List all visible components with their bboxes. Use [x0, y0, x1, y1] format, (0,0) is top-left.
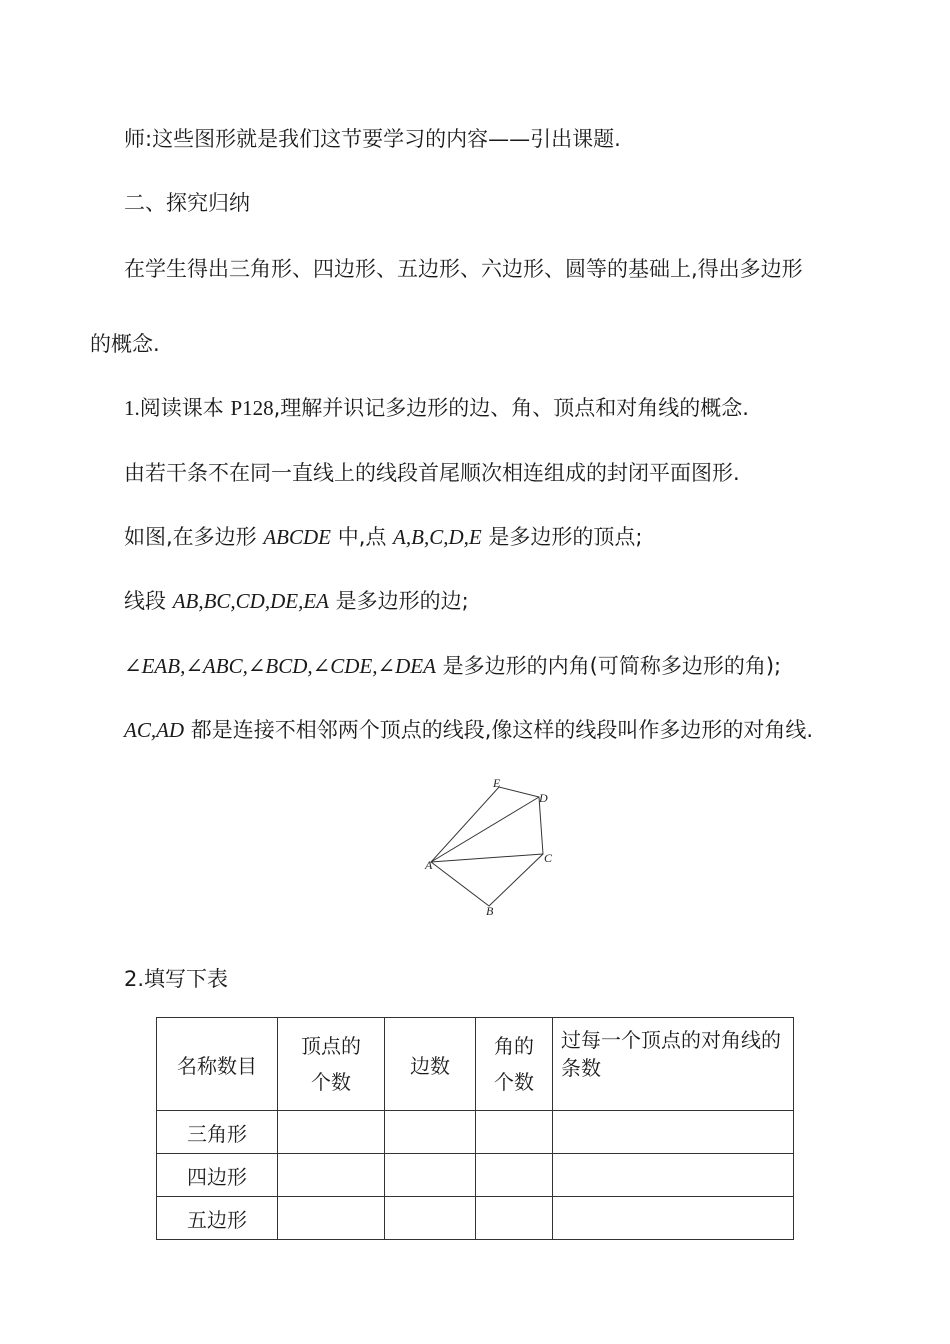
- label-a: A: [425, 858, 433, 872]
- blank-cell[interactable]: [553, 1154, 794, 1197]
- blank-cell[interactable]: [553, 1197, 794, 1240]
- header-diagonals: 过每一个顶点的对角线的条数: [553, 1018, 794, 1111]
- diagonal-ac: [431, 854, 543, 862]
- blank-cell[interactable]: [385, 1154, 476, 1197]
- diagonal-ad: [431, 797, 539, 862]
- text-fragment: 线段: [124, 589, 173, 613]
- label-b: B: [486, 904, 494, 918]
- label-d: D: [539, 791, 548, 805]
- table-row: [157, 1111, 794, 1154]
- header-sides: 边数: [385, 1018, 476, 1111]
- pentagon-figure: [415, 770, 565, 920]
- row-label: 三角形: [157, 1111, 278, 1154]
- text-fragment: 中,点: [331, 525, 394, 549]
- item-1-post: ,理解并识记多边形的边、角、顶点和对角线的概念.: [273, 396, 749, 420]
- item-2: 2.填写下表: [124, 967, 229, 991]
- item-1-ref: P128: [230, 396, 274, 420]
- polygon-name: ABCDE: [263, 525, 332, 549]
- paragraph-teacher: 师:这些图形就是我们这节要学习的内容——引出课题.: [124, 127, 621, 151]
- diagonal-list: AC,AD: [124, 718, 185, 742]
- side-list: AB,BC,CD,DE,EA: [172, 589, 329, 613]
- header-vertices-l2: 个数: [311, 1070, 351, 1094]
- blank-cell[interactable]: [476, 1154, 553, 1197]
- text-fragment: 是多边形的内角(可简称多边形的角);: [435, 654, 782, 678]
- vertex-list: A,B,C,D,E: [393, 525, 482, 549]
- text-fragment: 都是连接不相邻两个顶点的线段,像这样的线段叫作多边形的对角线.: [184, 718, 814, 742]
- header-name: 名称数目: [157, 1018, 278, 1111]
- diagonals-sentence: [124, 715, 813, 745]
- blank-cell[interactable]: [278, 1111, 385, 1154]
- table-row: [157, 1197, 794, 1240]
- row-label: 五边形: [157, 1197, 278, 1240]
- header-angles-l1: 角的: [494, 1034, 534, 1058]
- text-fragment: 是多边形的边;: [329, 589, 469, 613]
- item-1-pre: 阅读课本: [139, 396, 231, 420]
- angle-list: ∠EAB,∠ABC,∠BCD,∠CDE,∠DEA: [124, 654, 436, 678]
- table-row: [157, 1154, 794, 1197]
- header-angles: [476, 1018, 553, 1111]
- blank-cell[interactable]: [476, 1197, 553, 1240]
- blank-cell[interactable]: [385, 1197, 476, 1240]
- header-vertices-l1: 顶点的: [301, 1034, 361, 1058]
- row-label: 四边形: [157, 1154, 278, 1197]
- blank-cell[interactable]: [476, 1111, 553, 1154]
- label-c: C: [544, 851, 553, 865]
- item-1-number: 1.: [124, 396, 140, 420]
- sides-sentence: [124, 586, 469, 616]
- paragraph-intro-line2: 的概念.: [90, 332, 160, 356]
- angles-sentence: [124, 651, 781, 681]
- blank-cell[interactable]: [278, 1154, 385, 1197]
- header-angles-l2: 个数: [494, 1070, 534, 1094]
- text-fragment: 如图,在多边形: [124, 525, 264, 549]
- vertices-sentence: [124, 522, 642, 552]
- fill-in-table: [156, 1017, 794, 1240]
- paragraph-intro-line1: 在学生得出三角形、四边形、五边形、六边形、圆等的基础上,得出多边形: [124, 257, 803, 281]
- definition: 由若干条不在同一直线上的线段首尾顺次相连组成的封闭平面图形.: [124, 461, 740, 485]
- blank-cell[interactable]: [278, 1197, 385, 1240]
- table-header: [157, 1018, 794, 1111]
- blank-cell[interactable]: [553, 1111, 794, 1154]
- header-vertices: [278, 1018, 385, 1111]
- text-fragment: 是多边形的顶点;: [481, 525, 643, 549]
- label-e: E: [493, 776, 501, 790]
- blank-cell[interactable]: [385, 1111, 476, 1154]
- section-heading: 二、探究归纳: [124, 191, 250, 215]
- item-1: [124, 393, 749, 423]
